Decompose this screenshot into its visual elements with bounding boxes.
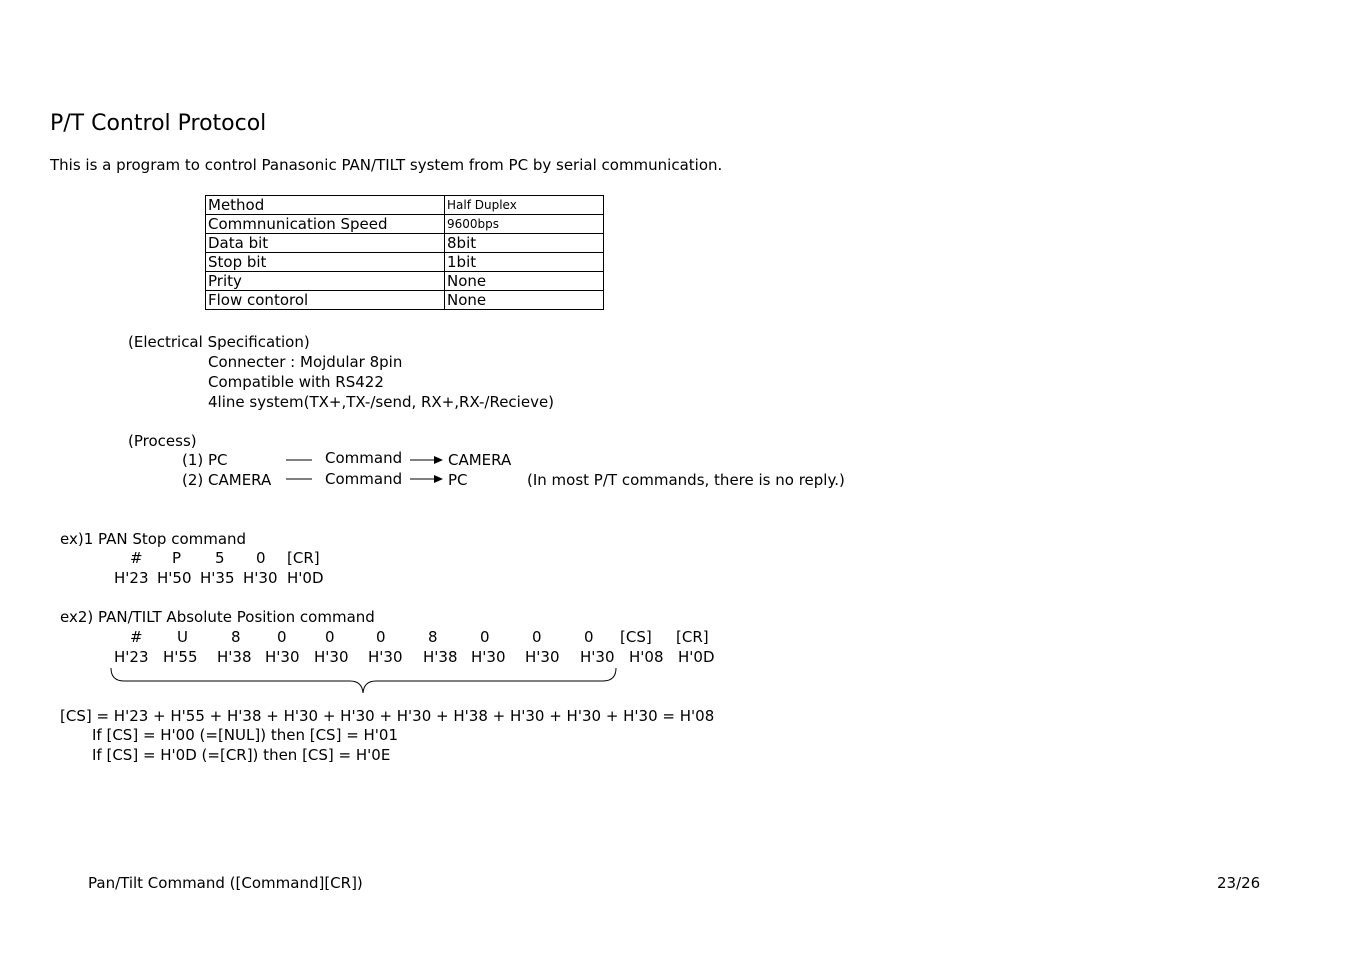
ex2-char: 8 (428, 628, 438, 646)
ex1-char: 5 (215, 549, 225, 567)
ex2-hex-value: H'30 (580, 648, 615, 666)
spec-key: Flow contorol (206, 291, 445, 310)
ex2-hex-value: H'30 (265, 648, 300, 666)
intro-text: This is a program to control Panasonic PAN/TILT system from PC by serial communication. (50, 156, 723, 174)
spec-key: Data bit (206, 234, 445, 253)
process-row1-to: CAMERA (448, 451, 512, 469)
spec-value: Half Duplex (445, 196, 604, 215)
electrical-line: Connecter : Mojdular 8pin (208, 353, 403, 371)
spec-value: 8bit (445, 234, 604, 253)
process-note: (In most P/T commands, there is no reply.) (527, 471, 845, 489)
spec-key: Method (206, 196, 445, 215)
ex2-hex-value: H'30 (368, 648, 403, 666)
spec-key: Stop bit (206, 253, 445, 272)
process-row1-command: Command (325, 449, 403, 467)
ex1-hex-value: H'30 (243, 569, 278, 587)
ex1-title: ex)1 PAN Stop command (60, 530, 247, 548)
process-row2-to: PC (448, 471, 468, 489)
ex2-hex-value: H'30 (525, 648, 560, 666)
checksum-rule: If [CS] = H'0D (=[CR]) then [CS] = H'0E (92, 746, 391, 764)
page-title: P/T Control Protocol (50, 111, 267, 136)
electrical-line: 4line system(TX+,TX-/send, RX+,RX-/Recieve) (208, 393, 555, 411)
ex2-char: 0 (584, 628, 594, 646)
ex2-char: 0 (277, 628, 287, 646)
ex2-char: U (177, 628, 188, 646)
ex2-hex-value: H'38 (217, 648, 252, 666)
spec-value: 9600bps (445, 215, 604, 234)
electrical-line: Compatible with RS422 (208, 373, 384, 391)
ex2-char: 0 (480, 628, 490, 646)
ex2-hex-value: H'0D (678, 648, 715, 666)
spec-value: None (445, 272, 604, 291)
ex2-char: 8 (231, 628, 241, 646)
ex2-char: [CS] (620, 628, 652, 646)
checksum-rule: If [CS] = H'00 (=[NUL]) then [CS] = H'01 (92, 726, 399, 744)
ex2-char: [CR] (676, 628, 709, 646)
footer-title: Pan/Tilt Command ([Command][CR]) (88, 874, 363, 892)
ex1-hex-value: H'50 (157, 569, 192, 587)
checksum-formula: [CS] = H'23 + H'55 + H'38 + H'30 + H'30 + H'30 + H'38 + H'30 + H'30 + H'30 = H'08 (60, 707, 715, 725)
ex2-hex-value: H'30 (471, 648, 506, 666)
process-row2-command: Command (325, 470, 403, 488)
process-row2-from: (2) CAMERA (182, 471, 272, 489)
ex1-char: # (130, 549, 143, 567)
spec-value: 1bit (445, 253, 604, 272)
spec-value: None (445, 291, 604, 310)
ex1-char: P (172, 549, 182, 567)
ex2-hex-value: H'55 (163, 648, 198, 666)
ex2-hex-value: H'38 (423, 648, 458, 666)
ex2-char: 0 (532, 628, 542, 646)
page-number: 23/26 (1217, 874, 1261, 892)
ex2-hex-value: H'30 (314, 648, 349, 666)
process-heading: (Process) (128, 432, 197, 450)
ex1-hex-value: H'23 (114, 569, 149, 587)
ex1-hex-value: H'0D (287, 569, 324, 587)
electrical-heading: (Electrical Specification) (128, 333, 310, 351)
ex1-hex-value: H'35 (200, 569, 235, 587)
ex1-char: [CR] (287, 549, 320, 567)
spec-key: Prity (206, 272, 445, 291)
spec-key: Commnunication Speed (206, 215, 445, 234)
ex2-char: # (130, 628, 143, 646)
process-row1-from: (1) PC (182, 451, 228, 469)
ex2-hex-value: H'23 (114, 648, 149, 666)
ex2-char: 0 (325, 628, 335, 646)
ex2-char: 0 (376, 628, 386, 646)
ex2-hex-value: H'08 (629, 648, 664, 666)
ex1-char: 0 (256, 549, 266, 567)
ex2-title: ex2) PAN/TILT Absolute Position command (60, 608, 375, 626)
